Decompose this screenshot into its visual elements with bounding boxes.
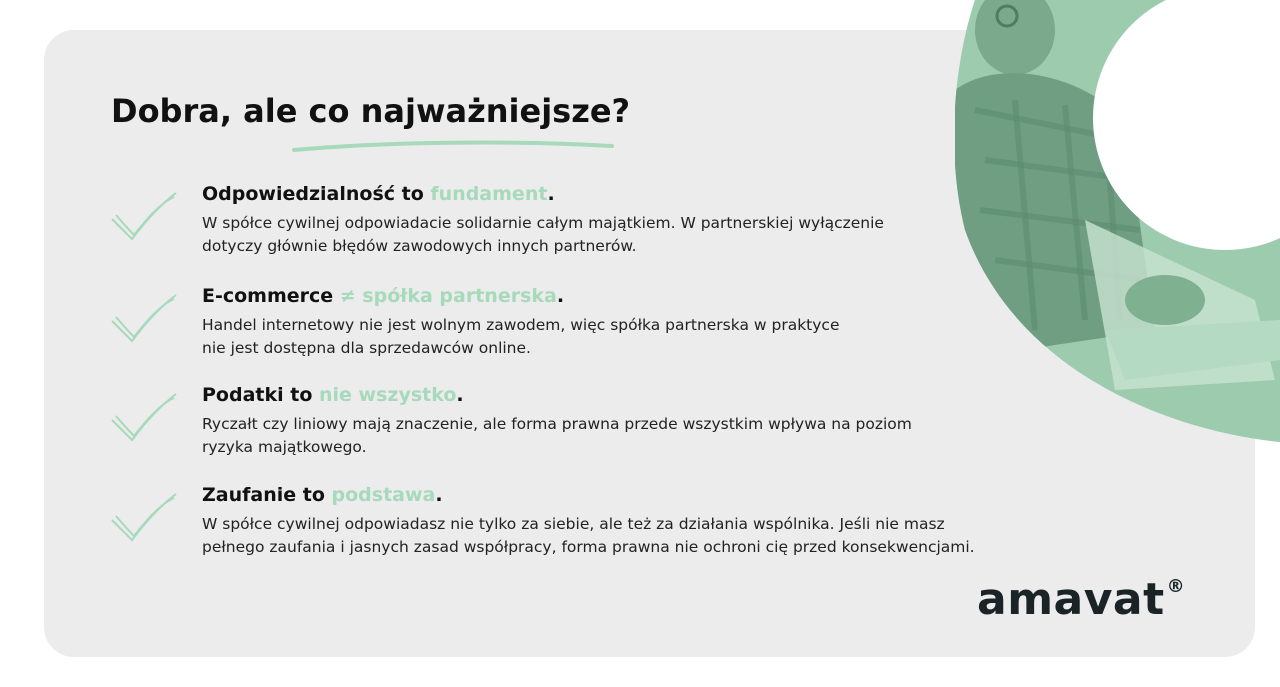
item-description: Ryczałt czy liniowy mają znaczenie, ale forma prawna przede wszystkim wpływa na poziom ryzyka majątkowego.: [202, 415, 912, 456]
check-icon: [110, 191, 178, 241]
check-icon: [110, 293, 178, 343]
item-title: Podatki to nie wszystko.: [202, 384, 464, 406]
title-underline: [292, 138, 614, 154]
check-icon: [110, 492, 178, 542]
item-title: Odpowiedzialność to fundament.: [202, 183, 555, 205]
item-description: W spółce cywilnej odpowiadasz nie tylko za siebie, ale też za działania wspólnika. Jeśli nie masz pełnego zaufania i jasnych zasad współpracy, forma prawna nie ochroni cię przed konsekwencjami.: [202, 515, 975, 556]
item-description: W spółce cywilnej odpowiadacie solidarnie całym majątkiem. W partnerskiej wyłączenie dotyczy głównie błędów zawodowych innych partnerów.: [202, 214, 884, 255]
check-icon: [110, 392, 178, 442]
brand-logo: amavat ®: [977, 574, 1186, 625]
item-title: E-commerce ≠ spółka partnerska.: [202, 285, 565, 307]
item-title: Zaufanie to podstawa.: [202, 484, 443, 506]
header-photo: [955, 0, 1280, 442]
page-title: Dobra, ale co najważniejsze?: [111, 92, 631, 130]
item-description: Handel internetowy nie jest wolnym zawodem, więc spółka partnerska w praktyce nie jest dostępna dla sprzedawców online.: [202, 316, 840, 357]
